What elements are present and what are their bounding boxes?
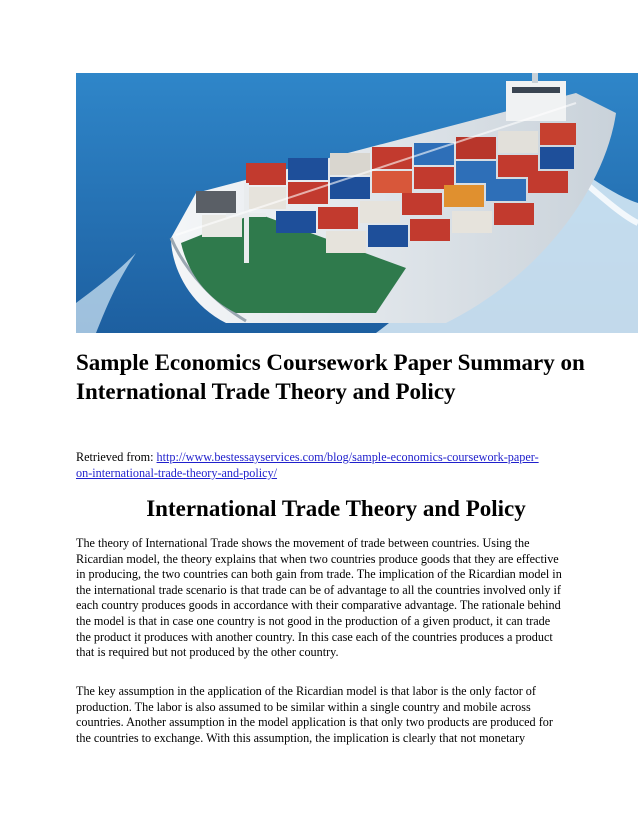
section-heading: International Trade Theory and Policy (146, 496, 526, 521)
paragraph: The key assumption in the application of the Ricardian model is that labor is the only factor of production. The labor is also assumed to be similar within a single country and mobile across countries. Another assumption in the model application is that only two products are produced for the countries to exchange. With this assumption, the implication is clearly that not monetary (76, 684, 553, 745)
source-link-line2: on-international-trade-theory-and-policy/ (76, 466, 278, 480)
paragraph: The theory of International Trade shows the movement of trade between countries. Using the Ricardian model, the theory explains that when two countries produce goods that they are effective in producing, the two countries can both gain from trade. The implication of the Ricardian model in the international trade scenario is that trade can be of advantage to all the countries involved only if each country produces goods in accordance with their comparative advantage. The rationale behind the model is that in case one country is not good in the production of a given product, it can trade the product it produces with another country. In this case each of the countries produces a product that is required but not produced by the other country. (76, 536, 562, 660)
page-title: Sample Economics Coursework Paper Summary on International Trade Theory and Policy (76, 350, 585, 404)
source-link-line1: http://www.bestessayservices.com/blog/sample-economics-coursework-paper- (156, 450, 539, 464)
retrieved-label: Retrieved from: (76, 450, 157, 464)
hero-ship-image (76, 73, 638, 333)
retrieved-from (76, 449, 576, 481)
